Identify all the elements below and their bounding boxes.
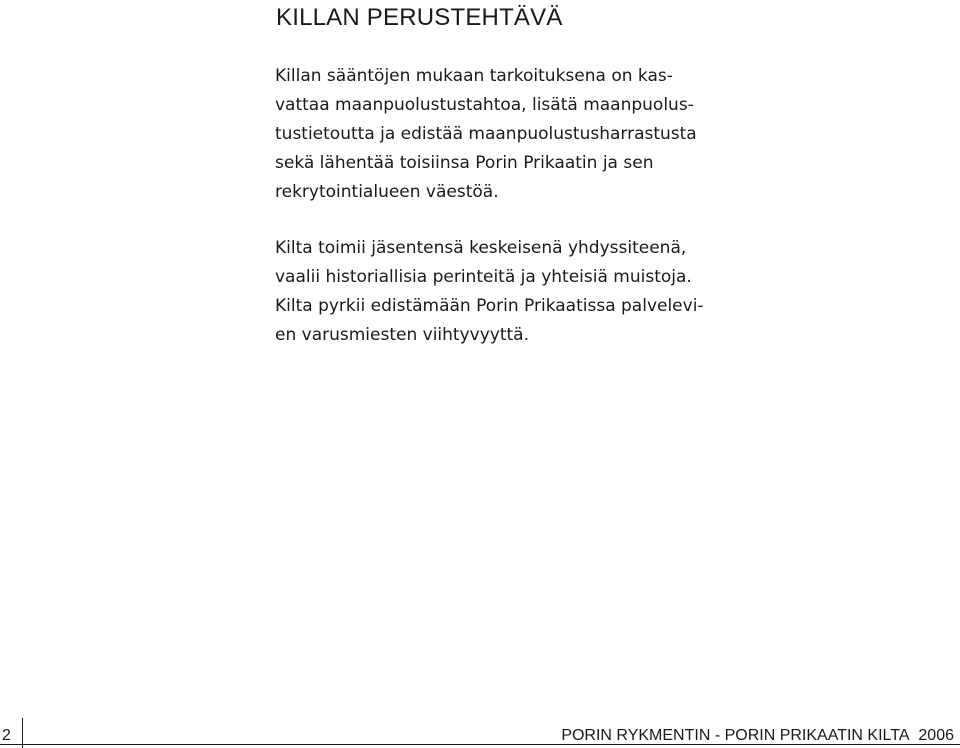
text-line: Kilta toimii jäsentensä keskeisenä yhdyssiteenä, xyxy=(275,238,687,258)
text-line: Kilta pyrkii edistämään Porin Prikaatissa palvelevi- xyxy=(275,296,704,316)
text-line: sekä lähentää toisiinsa Porin Prikaatin ja sen xyxy=(275,153,654,173)
paragraph-purpose xyxy=(275,62,697,207)
text-line: Killan sääntöjen mukaan tarkoituksena on kas- xyxy=(275,66,673,86)
paragraph-activities xyxy=(275,234,704,350)
running-footer-year: 2006 xyxy=(918,727,954,744)
text-line: tustietoutta ja edistää maanpuolustusharrastusta xyxy=(275,124,697,144)
text-line: rekrytointialueen väestöä. xyxy=(275,182,499,202)
page-number: 2 xyxy=(2,727,11,744)
text-line: vaalii historiallisia perinteitä ja yhteisiä muistoja. xyxy=(275,267,692,287)
running-footer-title: PORIN RYKMENTIN - PORIN PRIKAATIN KILTA xyxy=(561,727,910,744)
running-footer xyxy=(561,727,954,745)
text-line: vattaa maanpuolustustahtoa, lisätä maanpuolus- xyxy=(275,95,694,115)
page-title: KILLAN PERUSTEHTÄVÄ xyxy=(276,4,563,31)
text-line: en varusmiesten viihtyvyyttä. xyxy=(275,325,529,345)
